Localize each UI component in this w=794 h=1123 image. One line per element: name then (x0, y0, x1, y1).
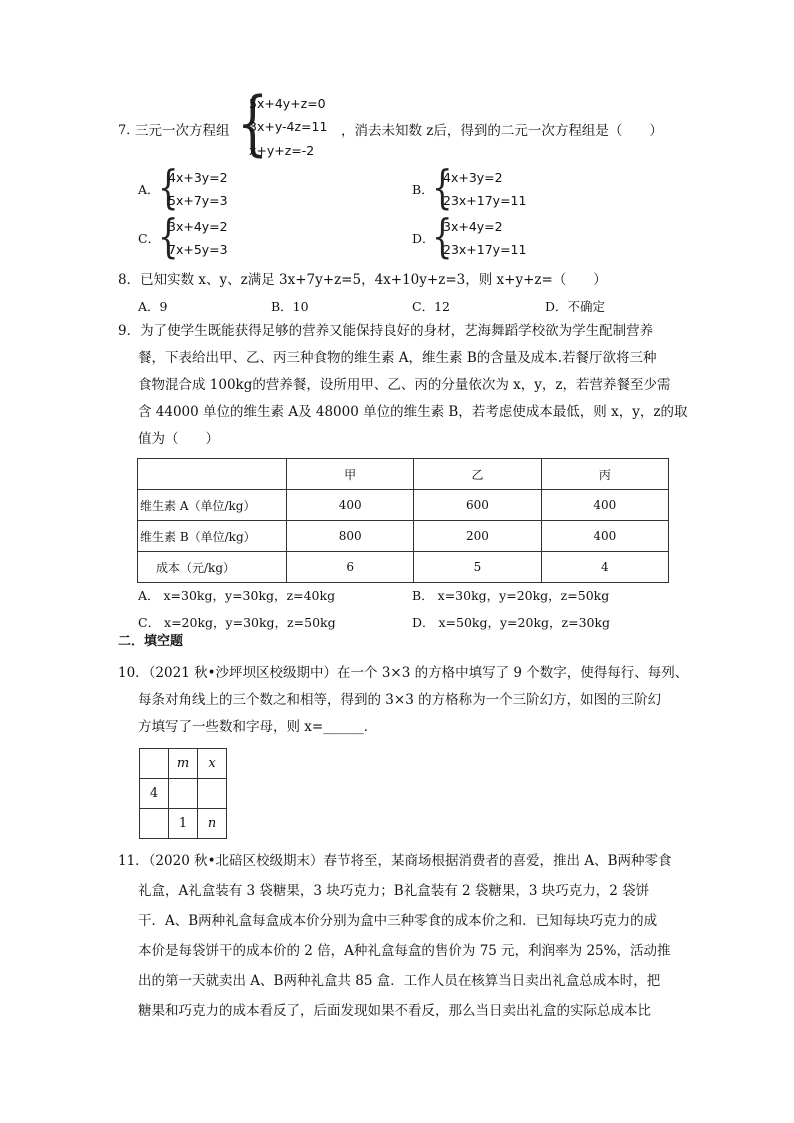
q7-text-before: 三元一次方程组 (135, 123, 230, 139)
q9-option-d: D． x=50kg，y=20kg，z=30kg (412, 615, 611, 630)
q9-line: 食物混合成 100kg的营养餐，设所用甲、乙、丙的分量依次为 x，y，z，若营养餐至少需 (138, 377, 671, 393)
q8-option-b: B．10 (271, 299, 309, 314)
q11-line: 礼盒，A礼盒装有 3 袋糖果，3 块巧克力；B礼盒装有 2 袋糖果，3 块巧克力，2 袋饼 (138, 883, 650, 899)
table-cell: 600 (414, 490, 541, 521)
grid-row (140, 809, 227, 839)
grid-cell: 4 (140, 779, 169, 809)
table-cell: 400 (541, 521, 668, 552)
q7-text-after: ，消去未知数 z后，得到的二元一次方程组是（ ） (341, 123, 663, 139)
table-cell: 400 (287, 490, 414, 521)
grid-cell: m (169, 749, 198, 779)
table-header-cell (138, 459, 287, 490)
q7-option-b-eq2: 23x+17y=11 (443, 193, 527, 208)
q7-option-b-brace: { (432, 160, 453, 214)
table-row (138, 552, 669, 583)
q10-line: 方填写了一些数和字母，则 x=______． (138, 719, 378, 735)
q11-line: 本价是每袋饼干的成本价的 2 倍，A种礼盒每盒的售价为 75 元，利润率为 25%，活动推 (138, 943, 671, 959)
q8-text: 8．已知实数 x、y、z满足 3x+7y+z=5，4x+10y+z=3，则 x+y+z=（ ） (118, 272, 607, 288)
table-header-cell: 丙 (541, 459, 668, 490)
table-cell: 5 (414, 552, 541, 583)
q7-system-eq2: 3x+y-4z=11 (249, 119, 328, 134)
table-header-cell: 乙 (414, 459, 541, 490)
grid-cell (140, 809, 169, 839)
q7-option-a-eq1: 4x+3y=2 (168, 170, 228, 185)
q7-option-c-eq2: 7x+5y=3 (168, 242, 228, 257)
q8-option-d: D．不确定 (545, 299, 606, 314)
q11-line: 11．（2020 秋•北碚区校级期末）春节将至，某商场根据消费者的喜爱，推出 A、B两种零食 (118, 853, 672, 869)
q9-option-a: A． x=30kg，y=30kg，z=40kg (138, 588, 336, 603)
q11-line: 出的第一天就卖出 A、B两种礼盒共 85 盒．工作人员在核算当日卖出礼盒总成本时，把 (138, 973, 661, 989)
q8-option-a: A．9 (138, 299, 168, 314)
q7-option-c-eq1: 3x+4y=2 (168, 219, 228, 234)
q7-option-c-label: C． (138, 231, 161, 246)
table-row-label: 维生素 B（单位/kg） (138, 521, 287, 552)
q10-text (118, 660, 689, 741)
q7-option-c-brace: { (158, 209, 179, 263)
table-cell: 4 (541, 552, 668, 583)
grid-cell: x (198, 749, 227, 779)
grid-row (140, 749, 227, 779)
q7-option-d-eq1: 3x+4y=2 (443, 219, 503, 234)
q7-option-b-label: B． (412, 182, 434, 197)
grid-cell: n (198, 809, 227, 839)
table-header-cell: 甲 (287, 459, 414, 490)
table-cell: 400 (541, 490, 668, 521)
q7-option-d-eq2: 23x+17y=11 (443, 242, 527, 257)
q11-line: 糖果和巧克力的成本看反了，后面发现如果不看反，那么当日卖出礼盒的实际总成本比 (138, 1003, 651, 1019)
table-row (138, 521, 669, 552)
table-row-label: 维生素 A（单位/kg） (138, 490, 287, 521)
q7-option-d-label: D． (412, 231, 435, 246)
table-row (138, 490, 669, 521)
q7-system-eq3: x+y+z=-2 (249, 143, 315, 158)
q7-option-a-label: A． (138, 182, 160, 197)
q11-line: 干．A、B两种礼盒每盒成本价分别为盒中三种零食的成本价之和．已知每块巧克力的成 (138, 913, 658, 929)
q9-line: 含 44000 单位的维生素 A及 48000 单位的维生素 B，若考虑使成本最低，则 x，y，z的取 (138, 404, 688, 420)
table-cell: 800 (287, 521, 414, 552)
q7-option-d-brace: { (432, 209, 453, 263)
q10-line: 10．（2021 秋•沙坪坝区校级期中）在一个 3×3 的方格中填写了 9 个数字，使得每行、每列、 (118, 665, 689, 681)
grid-row (140, 779, 227, 809)
section-title: 二．填空题 (118, 634, 184, 649)
table-row-label: 成本（元/kg） (138, 552, 287, 583)
vitamin-table (137, 458, 669, 583)
q9-line: 餐，下表给出甲、乙、丙三种食物的维生素 A，维生素 B的含量及成本.若餐厅欲将三种 (138, 350, 657, 366)
grid-cell: 1 (169, 809, 198, 839)
q7-option-a-brace: { (158, 160, 179, 214)
q9-option-b: B． x=30kg，y=20kg，z=50kg (412, 588, 610, 603)
q7-number: 7． (118, 123, 140, 138)
q7-option-a-eq2: 5x+7y=3 (168, 193, 228, 208)
q7-system-brace: { (237, 82, 269, 164)
grid-cell (140, 749, 169, 779)
table-cell: 6 (287, 552, 414, 583)
q9-line: 9．为了使学生既能获得足够的营养又能保持良好的身材，艺海舞蹈学校欲为学生配制营养 (118, 323, 654, 339)
q7-option-b-eq1: 4x+3y=2 (443, 170, 503, 185)
grid-cell (169, 779, 198, 809)
table-cell: 200 (414, 521, 541, 552)
q9-line: 值为（ ） (138, 431, 219, 447)
magic-square-grid (139, 748, 227, 839)
q9-text (118, 318, 688, 453)
table-header-row (138, 459, 669, 490)
q9-option-c: C． x=20kg，y=30kg，z=50kg (138, 615, 336, 630)
q10-line: 每条对角线上的三个数之和相等，得到的 3×3 的方格称为一个三阶幻方，如图的三阶幻 (138, 692, 662, 708)
q7-system-eq1: 5x+4y+z=0 (249, 96, 326, 111)
grid-cell (198, 779, 227, 809)
q8-option-c: C．12 (412, 299, 450, 314)
q11-text (118, 846, 672, 1026)
